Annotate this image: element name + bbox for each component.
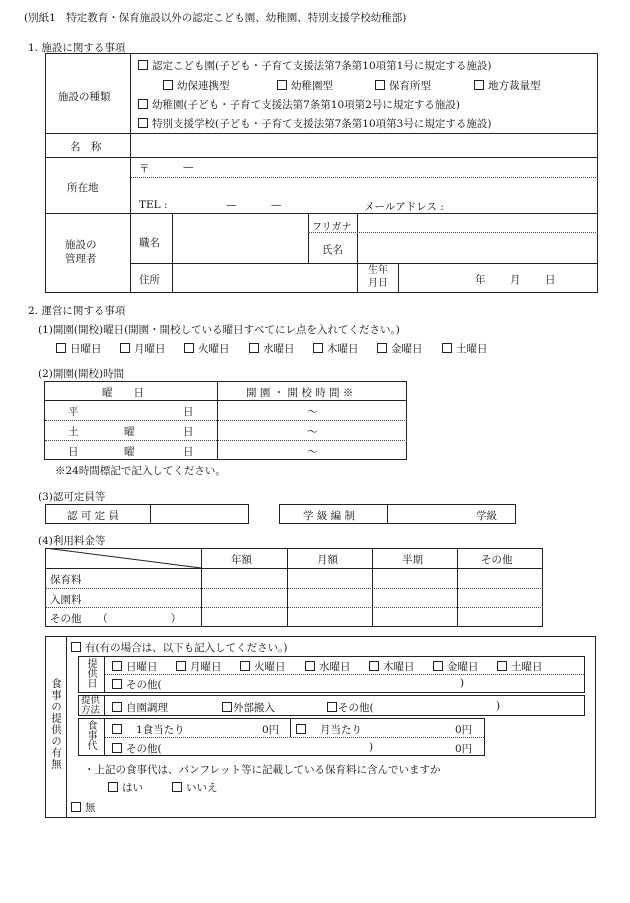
meal-method-other-close: ) bbox=[496, 700, 501, 712]
manager-label: 施設の 管理者 bbox=[65, 239, 97, 265]
meal-day-monday[interactable]: 月曜日 bbox=[176, 659, 222, 674]
day-option-friday[interactable]: 金曜日 bbox=[377, 341, 423, 356]
fees-col-year: 年額 bbox=[231, 554, 252, 566]
meal-day-thursday[interactable]: 木曜日 bbox=[369, 659, 415, 674]
birth-month: 月 bbox=[510, 274, 521, 286]
facility-name-field[interactable] bbox=[135, 136, 595, 154]
tilde: 〜 bbox=[307, 446, 318, 458]
fees-row-other: その他 （ ） bbox=[50, 613, 182, 625]
checkbox-chiho[interactable] bbox=[474, 80, 484, 90]
meal-included-question: ・上記の食事代は、パンフレット等に記載している保育料に含んでいますか bbox=[84, 764, 441, 776]
meal-cost-per-meal[interactable]: 1食当たり bbox=[112, 722, 185, 737]
facility-name-label: 名 称 bbox=[70, 141, 102, 153]
day-option-thursday[interactable]: 木曜日 bbox=[313, 341, 359, 356]
meal-cost-other-close: ) bbox=[369, 741, 374, 753]
residence-label: 住所 bbox=[139, 274, 160, 286]
meal-day-saturday[interactable]: 土曜日 bbox=[497, 659, 543, 674]
checkbox-youchien[interactable] bbox=[138, 99, 148, 109]
meal-cost-per-month-value: 0円 bbox=[455, 724, 473, 736]
meal-yes-option[interactable]: 有(有の場合は、以下も記入してください。) bbox=[71, 640, 287, 655]
birth-year: 年 bbox=[475, 274, 486, 286]
meal-cost-label: 食事代 bbox=[85, 720, 96, 750]
hours-heading: (2)開園(開校)時間 bbox=[38, 368, 125, 380]
tel-label: TEL : bbox=[139, 199, 168, 211]
meal-method-other[interactable]: その他( bbox=[327, 700, 374, 715]
fees-col-other: その他 bbox=[481, 554, 513, 566]
checkbox-renkei[interactable] bbox=[163, 80, 173, 90]
checkbox-hoikusho-gata[interactable] bbox=[375, 80, 385, 90]
day-option-wednesday[interactable]: 水曜日 bbox=[249, 341, 295, 356]
capacity-field[interactable] bbox=[153, 506, 247, 522]
youchien-gata-option[interactable]: 幼稚園型 bbox=[277, 78, 333, 93]
tilde: 〜 bbox=[307, 406, 318, 418]
meal-cost-other-value: 0円 bbox=[455, 743, 473, 755]
facility-type-label: 施設の種類 bbox=[58, 91, 111, 103]
meal-method-self[interactable]: 自園調理 bbox=[112, 700, 168, 715]
meal-days-label: 提供日 bbox=[85, 658, 96, 688]
birth-label: 生年 月日 bbox=[368, 265, 388, 289]
tokubetsu-option[interactable]: 特別支援学校(子ども・子育て支援法第7条第10項第3号に規定する施設) bbox=[138, 116, 491, 131]
meal-cost-per-month[interactable]: 月当たり bbox=[296, 722, 362, 737]
meal-included-yes[interactable]: はい bbox=[108, 780, 143, 795]
fees-heading: (4)利用料金等 bbox=[38, 535, 106, 547]
day-option-saturday[interactable]: 土曜日 bbox=[442, 341, 488, 356]
meal-day-other[interactable]: その他( bbox=[112, 677, 162, 692]
meal-day-tuesday[interactable]: 火曜日 bbox=[240, 659, 286, 674]
meal-no-option[interactable]: 無 bbox=[71, 800, 96, 815]
day-option-sunday[interactable]: 日曜日 bbox=[56, 341, 102, 356]
birth-day: 日 bbox=[545, 274, 556, 286]
chiho-option[interactable]: 地方裁量型 bbox=[474, 78, 541, 93]
meal-method-outside[interactable]: 外部搬入 bbox=[222, 700, 275, 715]
postal-mark: 〒 bbox=[139, 163, 150, 175]
class-unit: 学級 bbox=[476, 510, 497, 522]
section2-heading: 2. 運営に関する事項 bbox=[28, 305, 126, 317]
meal-day-other-close: ) bbox=[460, 677, 465, 689]
class-label: 学 級 編 制 bbox=[303, 510, 356, 522]
renkei-option[interactable]: 幼保連携型 bbox=[163, 78, 230, 93]
checkbox-tokubetsu[interactable] bbox=[138, 118, 148, 128]
address-label: 所在地 bbox=[67, 182, 99, 194]
meal-included-no[interactable]: いいえ bbox=[172, 780, 218, 795]
hoikusho-gata-option[interactable]: 保育所型 bbox=[375, 78, 431, 93]
meal-cost-other[interactable]: その他( bbox=[112, 741, 162, 756]
capacity-label: 認 可 定 員 bbox=[67, 510, 120, 522]
person-name-label: 氏名 bbox=[322, 244, 343, 256]
youchien-option[interactable]: 幼稚園(子ども・子育て支援法第7条第10項第2号に規定する施設) bbox=[138, 97, 460, 112]
position-label: 職名 bbox=[139, 237, 160, 249]
tel-dash-2: — bbox=[271, 199, 282, 211]
checkbox-youchien-gata[interactable] bbox=[277, 80, 287, 90]
email-label: メールアドレス : bbox=[364, 201, 444, 213]
fees-col-half: 半期 bbox=[402, 554, 423, 566]
tilde: 〜 bbox=[307, 426, 318, 438]
day-option-tuesday[interactable]: 火曜日 bbox=[184, 341, 230, 356]
meal-day-friday[interactable]: 金曜日 bbox=[433, 659, 479, 674]
kodomoen-option[interactable]: 認定こども園(子ども・子育て支援法第7条第10項第1号に規定する施設) bbox=[138, 58, 491, 73]
postal-dash: — bbox=[183, 161, 194, 173]
fees-row-hoikuryo: 保育料 bbox=[50, 574, 82, 586]
meal-side-label: 食事の提供の有無 bbox=[50, 678, 62, 770]
meal-day-wednesday[interactable]: 水曜日 bbox=[305, 659, 351, 674]
hours-header-time: 開 園 ・ 開 校 時 間 ※ bbox=[246, 387, 354, 399]
hours-header-day: 曜 日 bbox=[102, 387, 144, 399]
meal-cost-per-meal-value: 0円 bbox=[262, 724, 280, 736]
furigana-label: フリガナ bbox=[312, 222, 352, 233]
page-title: (別紙1 特定教育・保育施設以外の認定こども園、幼稚園、特別支援学校幼稚部) bbox=[24, 12, 407, 24]
class-field[interactable] bbox=[390, 506, 470, 522]
hours-note: ※24時間標記で記入してください。 bbox=[55, 465, 226, 477]
day-option-monday[interactable]: 月曜日 bbox=[120, 341, 166, 356]
fees-col-month: 月額 bbox=[317, 554, 338, 566]
meal-method-label: 提供方法 bbox=[81, 695, 101, 716]
capacity-heading: (3)認可定員等 bbox=[38, 491, 106, 503]
meal-day-sunday[interactable]: 日曜日 bbox=[112, 659, 158, 674]
days-heading: (1)開園(開校)曜日(開園・開校している曜日すべてにレ点を入れてください。) bbox=[38, 324, 400, 336]
fees-row-nyuenryo: 入園料 bbox=[50, 594, 82, 606]
section1-heading: 1. 施設に関する事項 bbox=[28, 42, 126, 54]
tel-dash-1: — bbox=[226, 199, 237, 211]
diagonal-line bbox=[45, 548, 202, 569]
checkbox-kodomoen[interactable] bbox=[138, 60, 148, 70]
